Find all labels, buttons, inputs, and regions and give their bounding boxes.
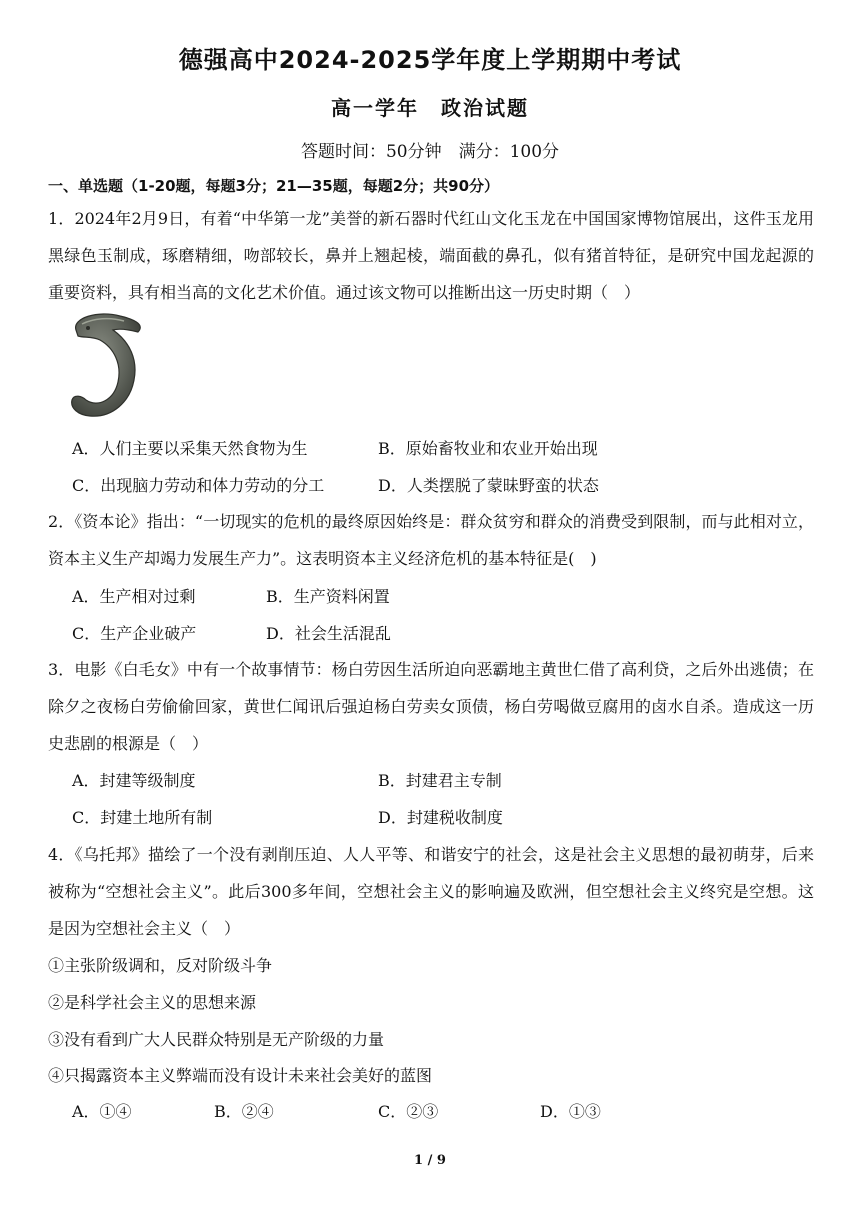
- question-4-option-d[interactable]: D．①③: [540, 1102, 601, 1121]
- question-2-option-b[interactable]: B．生产资料闲置: [266, 587, 390, 606]
- question-1-stem: 1．2024年2月9日，有着“中华第一龙”美誉的新石器时代红山文化玉龙在中国国家博物馆展出，这件玉龙用黑绿色玉制成，琢磨精细，吻部较长，鼻并上翘起棱，端面截的鼻孔，似有猪首特征，是研究中国龙起源的重要资料，具有相当高的文化艺术价值。通过该文物可以推断出这一历史时期（ ）: [48, 209, 814, 302]
- question-4-statement-1: ①主张阶级调和，反对阶级斗争: [48, 956, 273, 975]
- question-4-statement-4: ④只揭露资本主义弊端而没有设计未来社会美好的蓝图: [48, 1066, 433, 1085]
- question-2-option-a[interactable]: A．生产相对过剩: [72, 587, 196, 606]
- exam-title: 德强高中2024-2025学年度上学期期中考试: [178, 46, 682, 74]
- section-heading: 一、单选题（1-20题，每题3分；21—35题，每题2分；共90分）: [48, 177, 500, 195]
- question-4-option-a[interactable]: A．①④: [72, 1102, 132, 1121]
- question-3-stem: 3．电影《白毛女》中有一个故事情节：杨白劳因生活所迫向恶霸地主黄世仁借了高利贷，之后外出逃债；在除夕之夜杨白劳偷偷回家，黄世仁闻讯后强迫杨白劳卖女顶债，杨白劳喝做豆腐用的卤水自杀。造成这一历史悲剧的根源是（ ）: [48, 660, 814, 753]
- question-4-option-c[interactable]: C．②③: [378, 1102, 439, 1121]
- question-3-option-c[interactable]: C．封建土地所有制: [72, 808, 213, 827]
- question-3-option-b[interactable]: B．封建君主专制: [378, 771, 502, 790]
- question-2-stem: 2．《资本论》指出：“一切现实的危机的最终原因始终是：群众贫穷和群众的消费受到限制，而与此相对立，资本主义生产却竭力发展生产力”。这表明资本主义经济危机的基本特征是( ): [48, 512, 814, 568]
- question-1-option-c[interactable]: C．出现脑力劳动和体力劳动的分工: [72, 476, 325, 495]
- question-2-option-c[interactable]: C．生产企业破产: [72, 624, 197, 643]
- question-4-statement-3: ③没有看到广大人民群众特别是无产阶级的力量: [48, 1030, 385, 1049]
- question-1-option-b[interactable]: B．原始畜牧业和农业开始出现: [378, 439, 598, 458]
- question-2-option-d[interactable]: D．社会生活混乱: [266, 624, 391, 643]
- question-1-option-d[interactable]: D．人类摆脱了蒙昧野蛮的状态: [378, 476, 599, 495]
- jade-dragon-icon: [58, 308, 148, 423]
- question-4-stem: 4．《乌托邦》描绘了一个没有剥削压迫、人人平等、和谐安宁的社会，这是社会主义思想的最初萌芽，后来被称为“空想社会主义”。此后300多年间，空想社会主义的影响遍及欧洲，但空想社会主义终究是空想。这是因为空想社会主义（ ）: [48, 845, 814, 938]
- page-number: 1 / 9: [414, 1153, 446, 1168]
- exam-subtitle: 高一学年 政治试题: [331, 96, 529, 120]
- question-4-option-b[interactable]: B．②④: [214, 1102, 274, 1121]
- question-4-statement-2: ②是科学社会主义的思想来源: [48, 993, 257, 1012]
- question-3-option-a[interactable]: A．封建等级制度: [72, 771, 196, 790]
- question-1-option-a[interactable]: A．人们主要以采集天然食物为生: [72, 439, 308, 458]
- question-3-option-d[interactable]: D．封建税收制度: [378, 808, 503, 827]
- exam-meta: 答题时间：50分钟 满分：100分: [300, 142, 560, 162]
